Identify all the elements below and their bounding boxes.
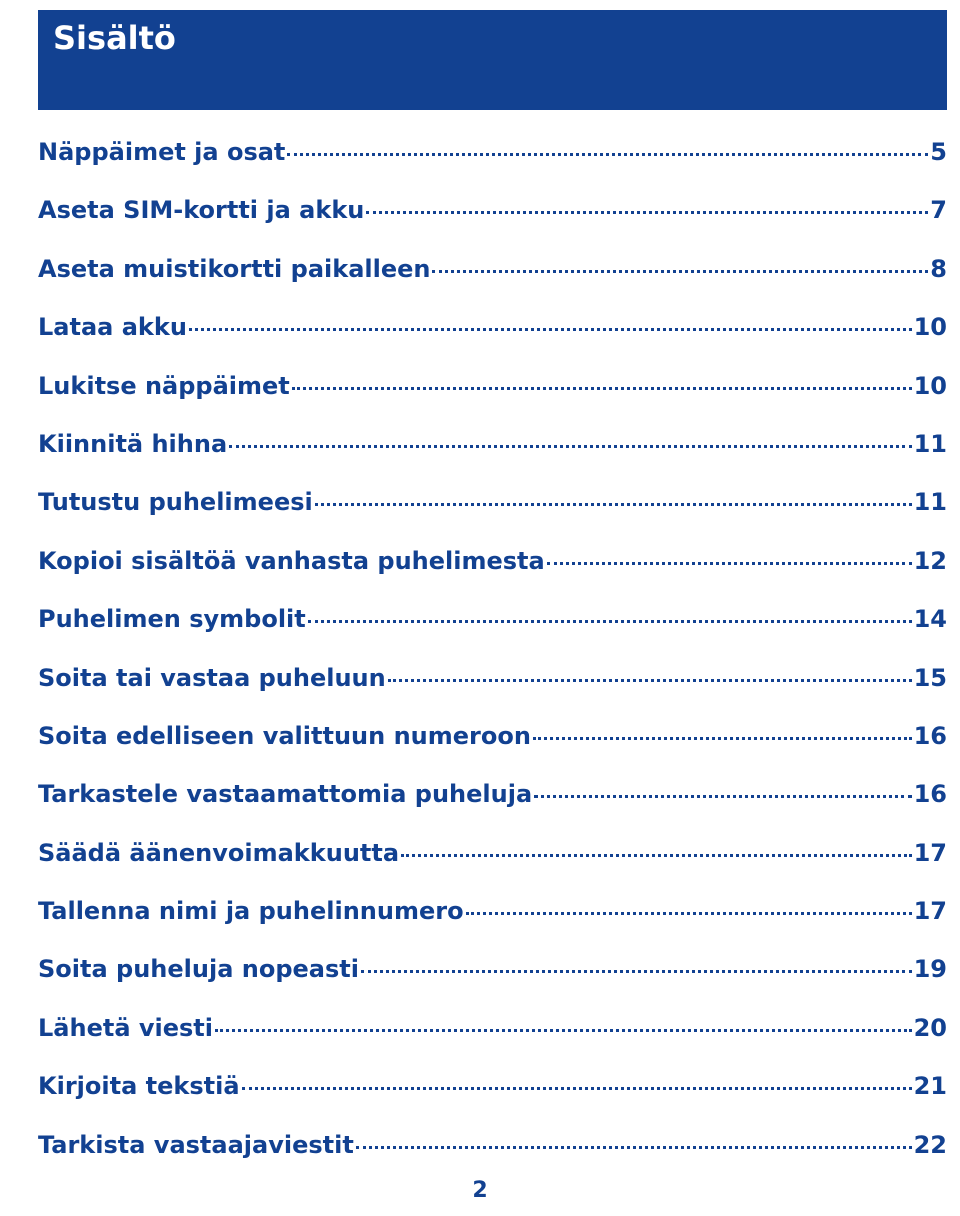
toc-entry-label: Lähetä viesti	[38, 1013, 214, 1042]
toc-entry[interactable]	[38, 188, 947, 246]
toc-entry-page: 11	[913, 488, 947, 517]
toc-entry-label: Aseta muistikortti paikalleen	[38, 254, 431, 283]
toc-entry-page: 11	[913, 429, 947, 458]
toc-entry-page: 20	[913, 1013, 947, 1042]
toc-entry[interactable]	[38, 947, 947, 1005]
toc-entry[interactable]	[38, 305, 947, 363]
toc-leader-dots	[432, 270, 928, 273]
toc-entry-page: 12	[913, 546, 947, 575]
toc-leader-dots	[401, 854, 912, 857]
toc-entry-label: Lataa akku	[38, 313, 187, 342]
toc-leader-dots	[229, 445, 911, 448]
toc-entry-page: 15	[913, 663, 947, 692]
toc-leader-dots	[533, 737, 912, 740]
header-bar	[38, 10, 947, 110]
toc-entry[interactable]	[38, 1064, 947, 1122]
toc-leader-dots	[388, 679, 912, 682]
table-of-contents	[38, 130, 947, 1181]
toc-entry[interactable]	[38, 831, 947, 889]
toc-entry[interactable]	[38, 889, 947, 947]
toc-entry-label: Tutustu puhelimeesi	[38, 488, 313, 517]
toc-entry[interactable]	[38, 247, 947, 305]
toc-entry-label: Puhelimen symbolit	[38, 605, 306, 634]
toc-leader-dots	[315, 503, 912, 506]
toc-leader-dots	[361, 970, 912, 973]
toc-leader-dots	[215, 1029, 912, 1032]
toc-leader-dots	[366, 211, 928, 214]
toc-entry-page: 10	[913, 313, 947, 342]
toc-leader-dots	[242, 1087, 912, 1090]
toc-entry-page: 17	[913, 838, 947, 867]
toc-entry-label: Lukitse näppäimet	[38, 371, 290, 400]
toc-entry-page: 16	[913, 780, 947, 809]
toc-entry-page: 17	[913, 897, 947, 926]
toc-entry-page: 10	[913, 371, 947, 400]
toc-entry-label: Näppäimet ja osat	[38, 138, 286, 166]
toc-entry-label: Tallenna nimi ja puhelinnumero	[38, 897, 464, 926]
toc-leader-dots	[466, 912, 912, 915]
toc-entry[interactable]	[38, 714, 947, 772]
toc-entry-page: 19	[913, 955, 947, 984]
toc-entry-page: 7	[930, 196, 947, 225]
toc-leader-dots	[292, 387, 912, 390]
toc-entry-page: 14	[913, 605, 947, 634]
toc-entry-label: Kopioi sisältöä vanhasta puhelimesta	[38, 546, 545, 575]
toc-entry[interactable]	[38, 1006, 947, 1064]
toc-entry-label: Kirjoita tekstiä	[38, 1072, 240, 1101]
toc-entry[interactable]	[38, 539, 947, 597]
toc-entry-label: Säädä äänenvoimakkuutta	[38, 838, 400, 867]
toc-entry-page: 5	[930, 138, 947, 166]
toc-entry[interactable]	[38, 656, 947, 714]
toc-leader-dots	[547, 562, 912, 565]
toc-leader-dots	[534, 795, 911, 798]
toc-entry[interactable]	[38, 364, 947, 422]
toc-entry-label: Soita edelliseen valittuun numeroon	[38, 721, 531, 750]
toc-leader-dots	[308, 620, 912, 623]
toc-entry[interactable]	[38, 772, 947, 830]
toc-leader-dots	[287, 153, 928, 156]
toc-entry-page: 22	[913, 1130, 947, 1159]
toc-entry-label: Aseta SIM-kortti ja akku	[38, 196, 365, 225]
toc-entry-label: Tarkastele vastaamattomia puheluja	[38, 780, 533, 809]
page-number: 2	[472, 1178, 488, 1203]
toc-entry-label: Tarkista vastaajaviestit	[38, 1130, 354, 1159]
toc-entry[interactable]	[38, 480, 947, 538]
toc-entry[interactable]	[38, 422, 947, 480]
toc-entry-label: Soita tai vastaa puheluun	[38, 663, 386, 692]
toc-entry-label: Kiinnitä hihna	[38, 429, 228, 458]
toc-entry[interactable]	[38, 130, 947, 188]
toc-entry[interactable]	[38, 1123, 947, 1181]
toc-leader-dots	[189, 328, 912, 331]
toc-entry-page: 16	[913, 721, 947, 750]
toc-entry[interactable]	[38, 597, 947, 655]
toc-leader-dots	[356, 1146, 912, 1149]
toc-entry-page: 21	[913, 1072, 947, 1101]
toc-entry-label: Soita puheluja nopeasti	[38, 955, 359, 984]
toc-entry-page: 8	[930, 254, 947, 283]
page-title: Sisältö	[53, 19, 176, 57]
